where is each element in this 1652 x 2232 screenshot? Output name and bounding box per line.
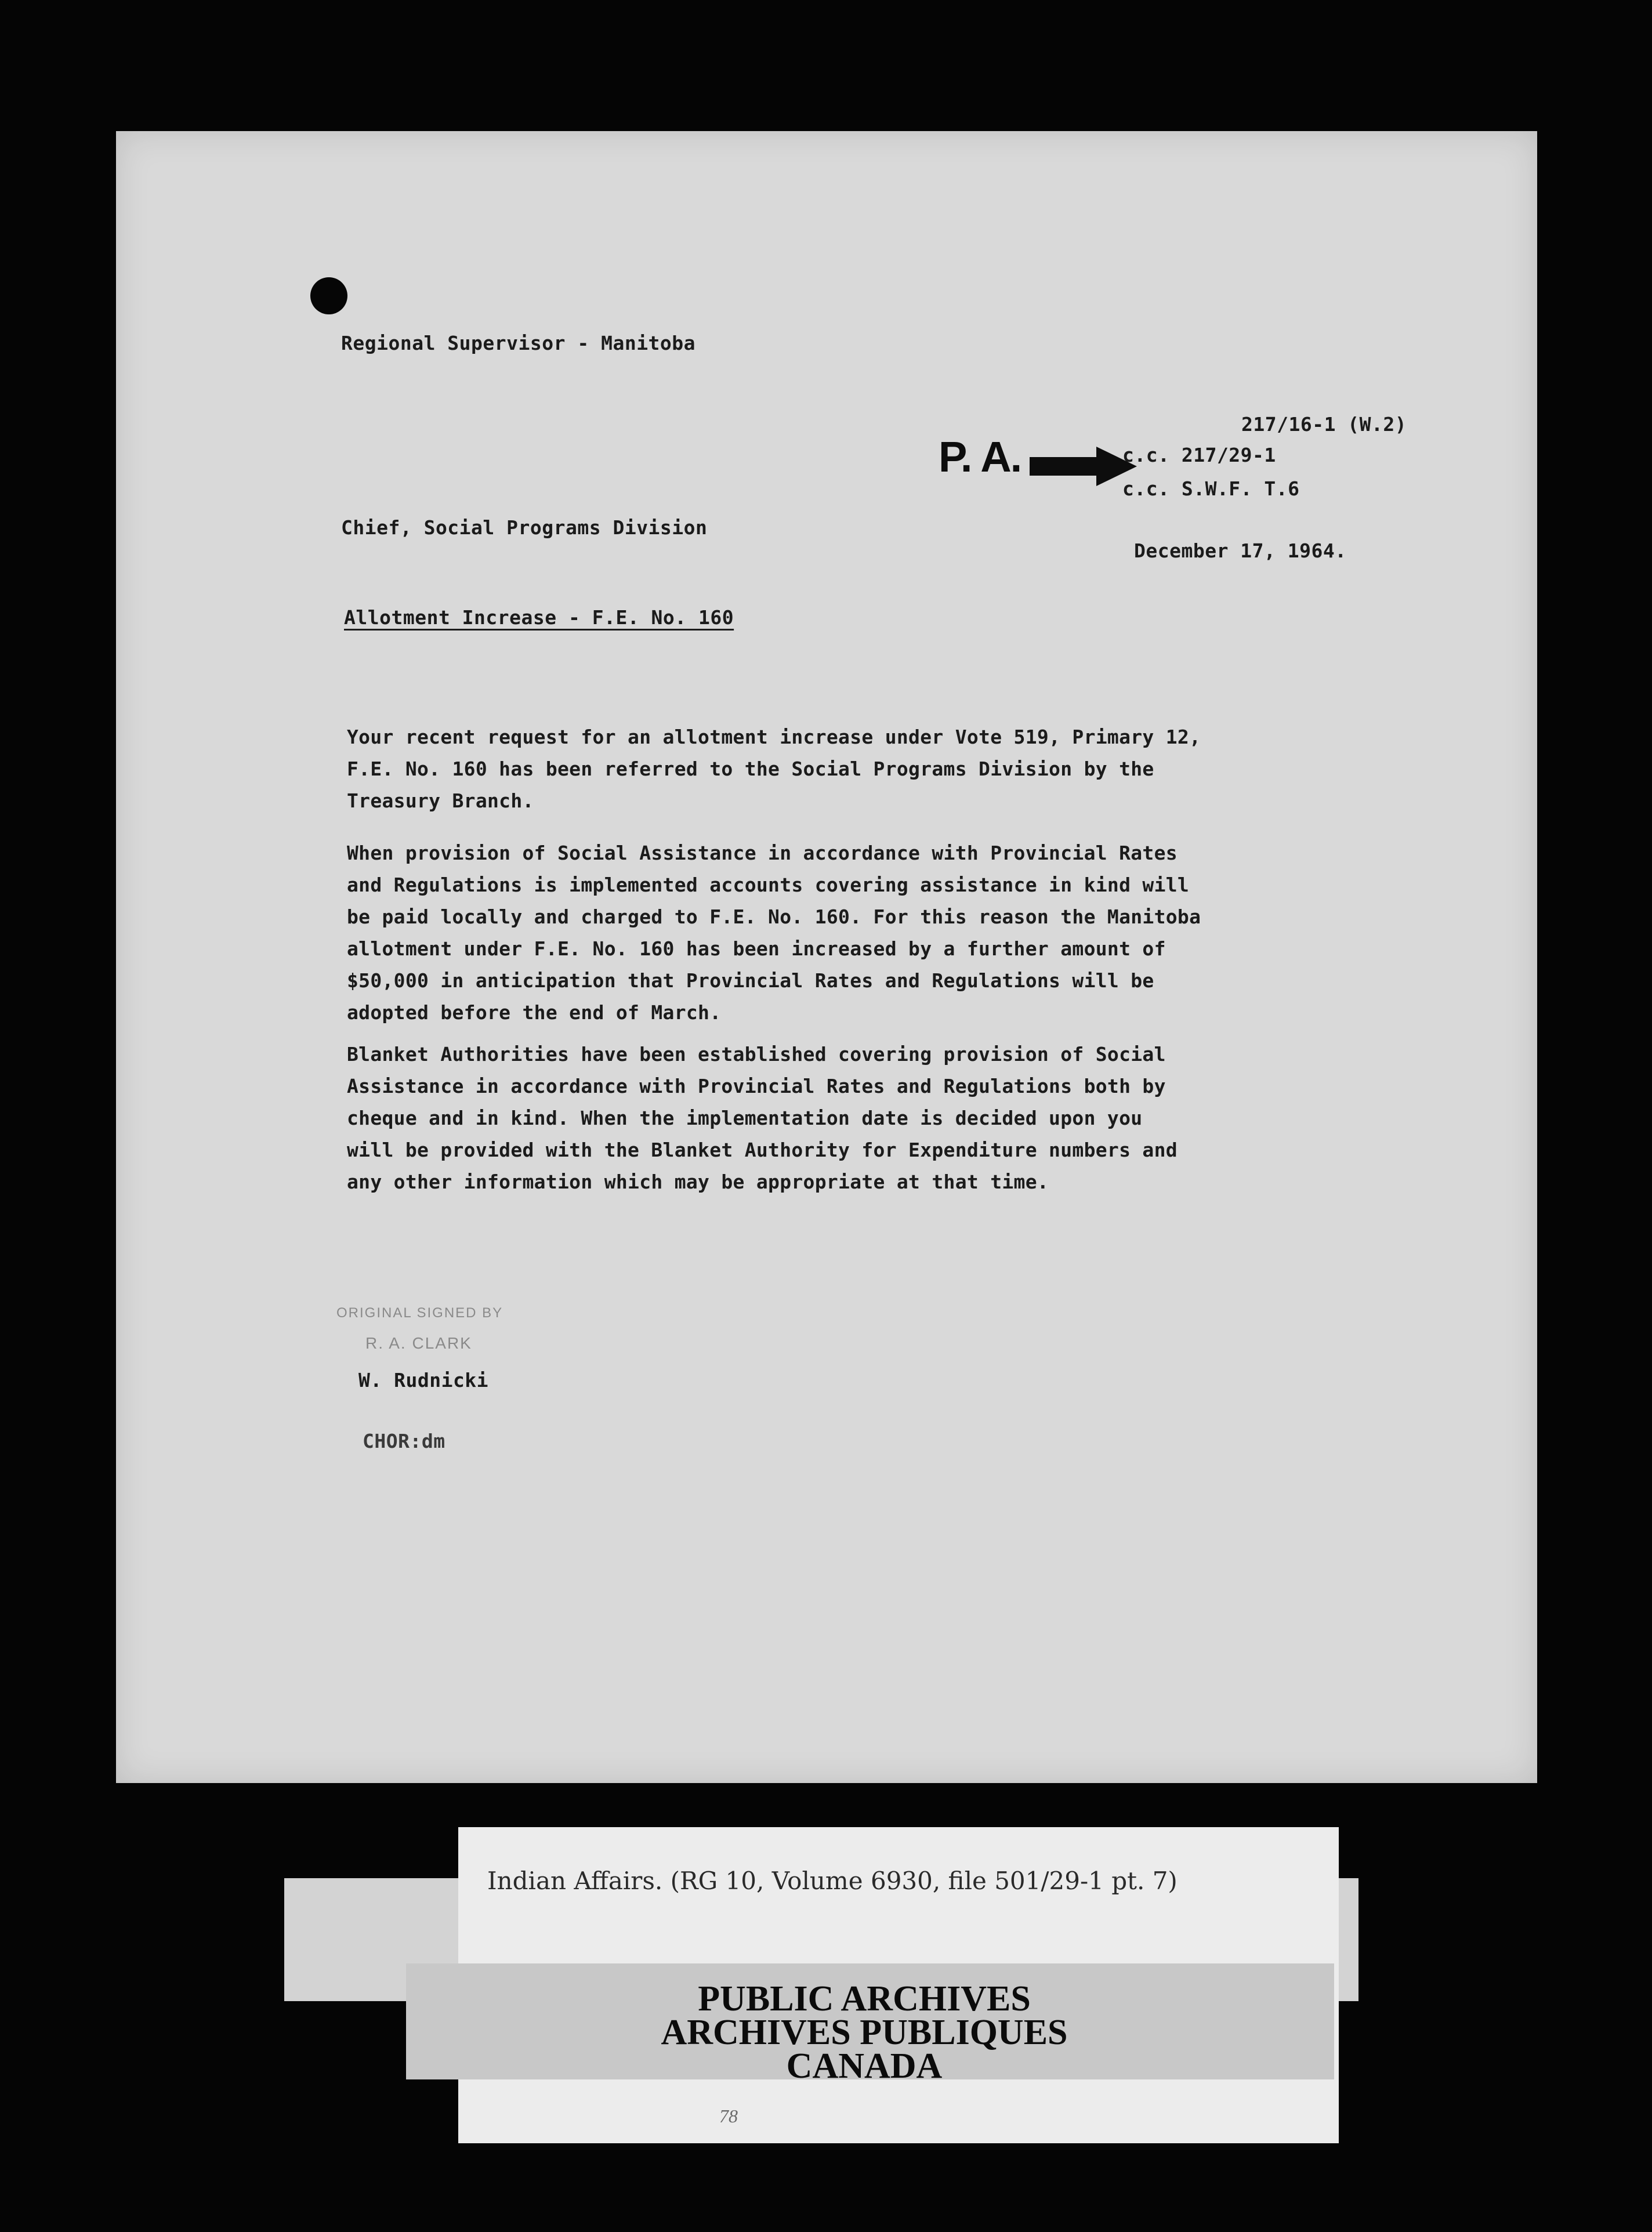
paragraph-line: Blanket Authorities have been established covering provision of Social <box>347 1043 1166 1066</box>
signatory-name: W. Rudnicki <box>358 1369 489 1392</box>
stamp-signer-name: R. A. CLARK <box>365 1334 472 1352</box>
paragraph-line: will be provided with the Blanket Authority for Expenditure numbers and <box>347 1139 1178 1161</box>
file-reference-2: c.c. 217/29-1 <box>1122 444 1276 466</box>
archive-title-line-3: CANADA <box>786 2046 943 2086</box>
paragraph-line: and Regulations is implemented accounts covering assistance in kind will <box>347 874 1190 896</box>
paragraph-line: Assistance in accordance with Provincial Rates and Regulations both by <box>347 1075 1166 1097</box>
pa-stamp-label: P. A. <box>939 433 1021 481</box>
punch-hole <box>310 277 347 314</box>
archive-title-line-2: ARCHIVES PUBLIQUES <box>661 2013 1068 2052</box>
paragraph-line: Treasury Branch. <box>347 789 534 812</box>
memo-subject: Allotment Increase - F.E. No. 160 <box>344 606 734 629</box>
memo-paragraph-1 <box>347 721 1201 817</box>
pa-stamp-arrow-icon <box>1030 447 1137 487</box>
paragraph-line: be paid locally and charged to F.E. No. 160. For this reason the Manitoba <box>347 905 1201 928</box>
memo-recipient: Regional Supervisor - Manitoba <box>341 332 696 354</box>
memo-paragraph-2 <box>347 837 1201 1028</box>
memo-date: December 17, 1964. <box>1134 539 1347 562</box>
paragraph-line: When provision of Social Assistance in accordance with Provincial Rates <box>347 842 1178 864</box>
handwritten-number: 78 <box>719 2106 738 2126</box>
paragraph-line: adopted before the end of March. <box>347 1001 722 1024</box>
paragraph-line: $50,000 in anticipation that Provincial Rates and Regulations will be <box>347 969 1154 992</box>
typist-initials: CHOR:dm <box>363 1430 445 1452</box>
memo-sender: Chief, Social Programs Division <box>341 516 708 539</box>
paragraph-line: Your recent request for an allotment increase under Vote 519, Primary 12, <box>347 726 1201 748</box>
paragraph-line: allotment under F.E. No. 160 has been increased by a further amount of <box>347 937 1166 960</box>
paragraph-line: cheque and in kind. When the implementation date is decided upon you <box>347 1107 1143 1129</box>
file-reference-3: c.c. S.W.F. T.6 <box>1122 477 1300 500</box>
memo-paragraph-3 <box>347 1038 1178 1198</box>
paragraph-line: any other information which may be appropriate at that time. <box>347 1171 1049 1193</box>
original-signed-stamp: ORIGINAL SIGNED BY <box>336 1305 503 1321</box>
paragraph-line: F.E. No. 160 has been referred to the Social Programs Division by the <box>347 758 1154 780</box>
archive-title-line-1: PUBLIC ARCHIVES <box>698 1979 1031 2019</box>
file-reference-1: 217/16-1 (W.2) <box>1241 413 1407 436</box>
archive-caption: Indian Affairs. (RG 10, Volume 6930, file 501/29-1 pt. 7) <box>487 1867 1178 1895</box>
